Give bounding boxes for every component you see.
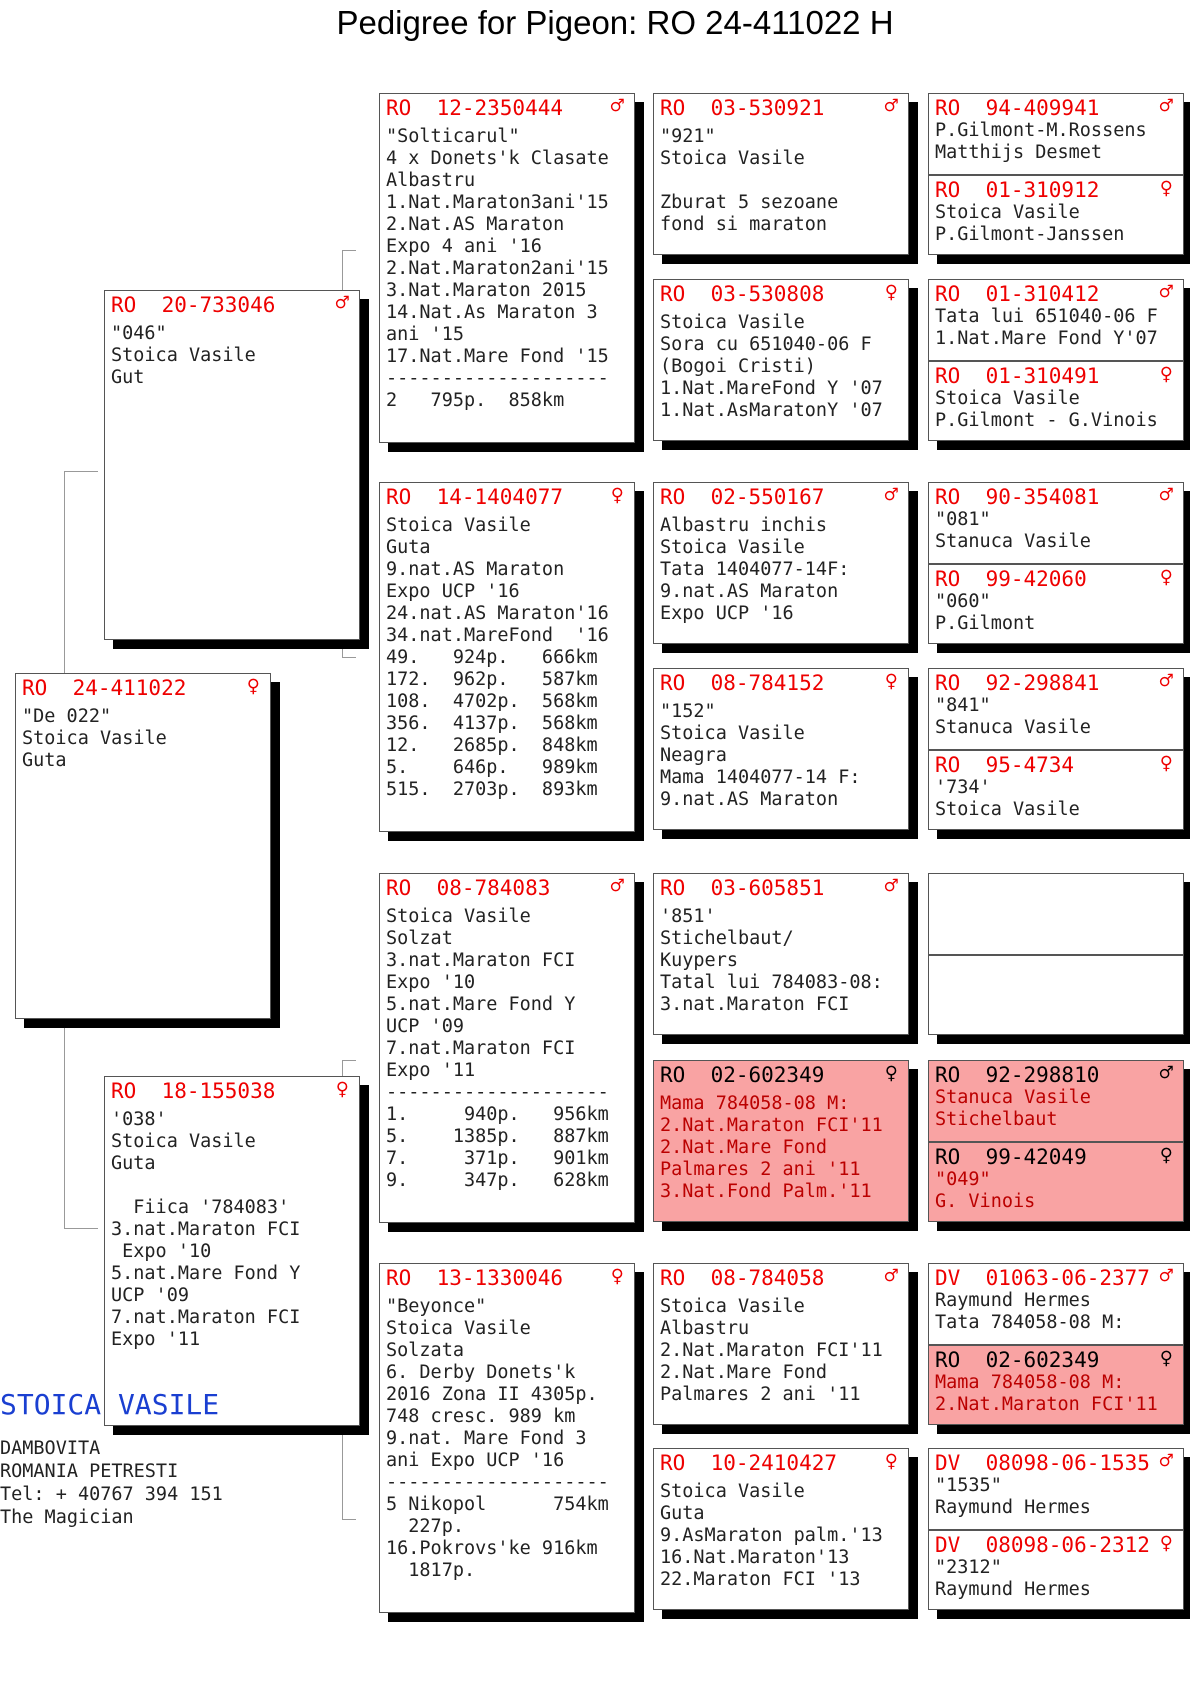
card-line: 2.Nat.AS Maraton (386, 214, 565, 235)
ring-number: RO 92-298810 (935, 1063, 1100, 1087)
card-line: Stoica Vasile (660, 1481, 805, 1502)
card-lines (654, 906, 908, 1016)
male-icon: ♂ (884, 874, 898, 899)
ring-number: RO 08-784152 (660, 671, 825, 695)
card-lines (380, 1296, 634, 1582)
ring-number: DV 01063-06-2377 (935, 1266, 1150, 1290)
card-line: Sora cu 651040-06 F (660, 334, 872, 355)
card-line: Stoica Vasile (111, 345, 256, 366)
card-line: Mama 784058-08 M: (660, 1093, 850, 1114)
card-line: 2.Nat.Mare Fond (660, 1137, 828, 1158)
card-line: 1.Nat.MareFond Y '07 (660, 378, 883, 399)
female-icon: ♀ (884, 280, 898, 305)
ring-number: RO 13-1330046 (386, 1266, 564, 1290)
card-lines (929, 306, 1183, 350)
male-icon: ♂ (1159, 94, 1173, 119)
card-lines (654, 1296, 908, 1406)
card-line: 748 cresc. 989 km (386, 1406, 576, 1427)
grandparent-card (379, 482, 635, 832)
ring-number: RO 99-42049 (935, 1145, 1087, 1169)
ring-number: RO 03-530808 (660, 282, 825, 306)
card-line: Stichelbaut (935, 1109, 1058, 1130)
card-line: Stoica Vasile (935, 202, 1080, 223)
card-line: Expo UCP '16 (660, 603, 794, 624)
card-line: '038' (111, 1109, 167, 1130)
grandparent-card (379, 1263, 635, 1613)
card-line: Raymund Hermes (935, 1579, 1091, 1600)
card-line: Expo UCP '16 (386, 581, 520, 602)
card-line: ani Expo UCP '16 (386, 1450, 565, 1471)
card-line: 356. 4137p. 568km (386, 713, 598, 734)
great-grandparent-pair-highlighted (928, 1060, 1184, 1222)
ancestor-card (653, 668, 909, 830)
card-line: fond si maraton (660, 214, 828, 235)
card-line: 24.nat.AS Maraton'16 (386, 603, 609, 624)
card-line: "Beyonce" (386, 1296, 487, 1317)
card-line: Expo 4 ani '16 (386, 236, 542, 257)
ring-number: RO 03-530921 (660, 96, 825, 120)
card-line: Stoica Vasile (386, 906, 531, 927)
card-lines (929, 1087, 1183, 1131)
ring-number: RO 92-298841 (935, 671, 1100, 695)
female-icon: ♀ (1159, 565, 1173, 590)
card-line: Zburat 5 sezoane (660, 192, 839, 213)
female-icon: ♀ (884, 669, 898, 694)
card-line: Stanuca Vasile (935, 531, 1091, 552)
card-line: 5.nat.Mare Fond Y (111, 1263, 301, 1284)
ring-number: RO 20-733046 (111, 293, 276, 317)
card-line: Raymund Hermes (935, 1290, 1091, 1311)
card-line: "046" (111, 323, 167, 344)
card-line: P.Gilmont - G.Vinois (935, 410, 1158, 431)
card-lines (380, 126, 634, 412)
card-line: UCP '09 (111, 1285, 189, 1306)
ring-number: RO 10-2410427 (660, 1451, 838, 1475)
owner-phone: Tel: + 40767 394 151 (0, 1484, 223, 1505)
card-line: 108. 4702p. 568km (386, 691, 598, 712)
female-icon: ♀ (1159, 1346, 1173, 1371)
card-line: Stoica Vasile (111, 1131, 256, 1152)
card-line: 9.AsMaraton palm.'13 (660, 1525, 883, 1546)
card-lines (654, 1481, 908, 1591)
great-grandparent-pair (928, 668, 1184, 830)
card-line: G. Vinois (935, 1191, 1036, 1212)
card-line: "De 022" (22, 706, 112, 727)
card-line: 2.Nat.Mare Fond (660, 1362, 828, 1383)
card-lines (929, 591, 1183, 635)
card-line: Tata 784058-08 M: (935, 1312, 1125, 1333)
card-line: 1817p. (386, 1560, 476, 1581)
card-line: 16.Pokrovs'ke 916km (386, 1538, 598, 1559)
male-icon: ♂ (884, 483, 898, 508)
female-icon: ♀ (1159, 176, 1173, 201)
card-line: ani '15 (386, 324, 464, 345)
ring-number: RO 95-4734 (935, 753, 1075, 777)
card-line: 2.Nat.Maraton FCI'11 (935, 1394, 1158, 1415)
ancestor-card (653, 1263, 909, 1425)
card-lines (380, 515, 634, 801)
card-line: Kuypers (660, 950, 738, 971)
great-grandparent-pair (928, 1263, 1184, 1425)
card-lines (929, 695, 1183, 739)
great-grandparent-pair (928, 93, 1184, 255)
card-line: Guta (22, 750, 67, 771)
card-line: "081" (935, 509, 991, 530)
ancestor-card (653, 873, 909, 1035)
card-line: 3.nat.Maraton FCI (111, 1219, 301, 1240)
card-lines (16, 706, 270, 772)
card-line (654, 170, 908, 192)
card-line: 2016 Zona II 4305p. (386, 1384, 598, 1405)
owner-location: ROMANIA PETRESTI (0, 1461, 179, 1482)
card-line: Solzat (386, 928, 453, 949)
card-line: Raymund Hermes (935, 1497, 1091, 1518)
female-icon: ♀ (1159, 1531, 1173, 1556)
ring-number: RO 01-310412 (935, 282, 1100, 306)
card-line: -------------------- (386, 368, 609, 389)
female-icon: ♀ (1159, 1143, 1173, 1168)
great-grandparent-pair (928, 1448, 1184, 1610)
card-line: UCP '09 (386, 1016, 464, 1037)
card-line: 1.Nat.AsMaratonY '07 (660, 400, 883, 421)
card-lines (929, 1372, 1183, 1416)
card-line: Tata lui 651040-06 F (935, 306, 1158, 327)
card-line: 16.Nat.Maraton'13 (660, 1547, 850, 1568)
male-icon: ♂ (1159, 280, 1173, 305)
card-line: 9.nat. Mare Fond 3 (386, 1428, 587, 1449)
card-line: Expo '11 (386, 1060, 476, 1081)
female-icon: ♀ (1159, 751, 1173, 776)
page-title: Pedigree for Pigeon: RO 24-411022 H (336, 4, 894, 41)
card-lines (929, 509, 1183, 553)
card-line: Palmares 2 ani '11 (660, 1159, 861, 1180)
card-line: -------------------- (386, 1082, 609, 1103)
dam-card (104, 1076, 360, 1426)
card-line: (Bogoi Cristi) (660, 356, 816, 377)
sire-card (104, 290, 360, 640)
female-icon: ♀ (884, 1449, 898, 1474)
card-line: Stoica Vasile (660, 1296, 805, 1317)
ring-number: RO 90-354081 (935, 485, 1100, 509)
ancestor-card (653, 93, 909, 255)
card-line: Tata 1404077-14F: (660, 559, 850, 580)
card-line: 12. 2685p. 848km (386, 735, 598, 756)
card-line: Guta (386, 537, 431, 558)
card-line (105, 1175, 359, 1197)
ancestor-card (653, 1448, 909, 1610)
male-icon: ♂ (1159, 1264, 1173, 1289)
card-line: Mama 1404077-14 F: (660, 767, 861, 788)
ring-number: RO 18-155038 (111, 1079, 276, 1103)
card-line: Guta (660, 1503, 705, 1524)
card-line: Gut (111, 367, 145, 388)
card-line: Solzata (386, 1340, 464, 1361)
card-line: 5. 646p. 989km (386, 757, 598, 778)
ring-number: RO 94-409941 (935, 96, 1100, 120)
grandparent-card (379, 93, 635, 443)
card-lines (654, 701, 908, 811)
card-line: P.Gilmont-Janssen (935, 224, 1125, 245)
female-icon: ♀ (884, 1061, 898, 1086)
male-icon: ♂ (884, 94, 898, 119)
card-line: Stoica Vasile (935, 799, 1080, 820)
ring-number: RO 02-602349 (935, 1348, 1100, 1372)
card-line: 7. 371p. 901km (386, 1148, 609, 1169)
connector-line (64, 471, 98, 681)
card-line: Stichelbaut/ (660, 928, 794, 949)
card-line: "152" (660, 701, 716, 722)
card-line: 9.nat.AS Maraton (386, 559, 565, 580)
card-line: Stoica Vasile (660, 148, 805, 169)
card-lines (654, 515, 908, 625)
card-line: Fiica '784083' (111, 1197, 290, 1218)
great-grandparent-pair-empty (928, 873, 1184, 1035)
card-line: Stoica Vasile (660, 537, 805, 558)
card-line: "Solticarul" (386, 126, 520, 147)
card-line: P.Gilmont-M.Rossens (935, 120, 1147, 141)
owner-nickname: The Magician (0, 1507, 134, 1528)
card-line: 7.nat.Maraton FCI (111, 1307, 301, 1328)
card-line: "2312" (935, 1557, 1002, 1578)
ring-number: DV 08098-06-2312 (935, 1533, 1150, 1557)
card-line: 6. Derby Donets'k (386, 1362, 576, 1383)
card-lines (929, 1475, 1183, 1519)
card-line: Albastru (660, 1318, 750, 1339)
card-line: P.Gilmont (935, 613, 1036, 634)
card-line: 9.nat.AS Maraton (660, 789, 839, 810)
female-icon: ♀ (610, 1264, 624, 1289)
male-icon: ♂ (335, 291, 349, 316)
card-line: Albastru (386, 170, 476, 191)
female-icon: ♀ (1159, 362, 1173, 387)
card-line: 227p. (386, 1516, 464, 1537)
female-icon: ♀ (246, 674, 260, 699)
card-line: Matthijs Desmet (935, 142, 1103, 163)
card-lines (929, 1169, 1183, 1213)
card-line: 1.Nat.Maraton3ani'15 (386, 192, 609, 213)
ring-number: RO 14-1404077 (386, 485, 564, 509)
card-lines (929, 388, 1183, 432)
card-line: Palmares 2 ani '11 (660, 1384, 861, 1405)
ring-number: RO 01-310491 (935, 364, 1100, 388)
subject-card (15, 673, 271, 1019)
card-line: Stanuca Vasile (935, 1087, 1091, 1108)
card-line: 14.Nat.As Maraton 3 (386, 302, 598, 323)
card-lines (929, 120, 1183, 164)
female-icon: ♀ (335, 1077, 349, 1102)
male-icon: ♂ (884, 1264, 898, 1289)
card-line: 172. 962p. 587km (386, 669, 598, 690)
card-line: Stoica Vasile (660, 723, 805, 744)
card-lines (929, 1290, 1183, 1334)
card-lines (654, 126, 908, 236)
card-lines (929, 202, 1183, 246)
male-icon: ♂ (1159, 669, 1173, 694)
card-line: Stoica Vasile (935, 388, 1080, 409)
card-line: 3.nat.Maraton FCI (660, 994, 850, 1015)
card-line: 3.Nat.Fond Palm.'11 (660, 1181, 872, 1202)
ring-number: RO 02-602349 (660, 1063, 825, 1087)
card-line: 3.nat.Maraton FCI (386, 950, 576, 971)
great-grandparent-pair (928, 279, 1184, 441)
card-line: Expo '10 (386, 972, 476, 993)
ring-number: RO 24-411022 (22, 676, 187, 700)
card-line: Guta (111, 1153, 156, 1174)
card-line: Neagra (660, 745, 727, 766)
card-line: 5 Nikopol 754km (386, 1494, 609, 1515)
card-line: Tatal lui 784083-08: (660, 972, 883, 993)
card-lines (105, 1109, 359, 1351)
card-line: 49. 924p. 666km (386, 647, 598, 668)
male-icon: ♂ (610, 874, 624, 899)
card-line: "841" (935, 695, 991, 716)
card-line: 2.Nat.Maraton FCI'11 (660, 1115, 883, 1136)
card-line: '734' (935, 777, 991, 798)
card-line: Albastru inchis (660, 515, 828, 536)
card-line: Stoica Vasile (386, 1318, 531, 1339)
owner-county: DAMBOVITA (0, 1438, 101, 1459)
owner-name: STOICA VASILE (0, 1388, 220, 1421)
card-line: 9. 347p. 628km (386, 1170, 609, 1191)
ancestor-card (653, 279, 909, 441)
card-line: Stoica Vasile (386, 515, 531, 536)
ancestor-card-highlighted (653, 1060, 909, 1222)
card-line: 17.Nat.Mare Fond '15 (386, 346, 609, 367)
female-icon: ♀ (610, 483, 624, 508)
card-lines (105, 323, 359, 389)
ring-number: RO 12-2350444 (386, 96, 564, 120)
card-lines (380, 906, 634, 1192)
great-grandparent-pair (928, 482, 1184, 644)
card-line: "921" (660, 126, 716, 147)
ring-number: RO 99-42060 (935, 567, 1087, 591)
card-line: Mama 784058-08 M: (935, 1372, 1125, 1393)
card-line: Expo '10 (111, 1241, 212, 1262)
card-line: Stanuca Vasile (935, 717, 1091, 738)
card-line: 515. 2703p. 893km (386, 779, 598, 800)
ring-number: RO 08-784083 (386, 876, 551, 900)
card-line: Stoica Vasile (22, 728, 167, 749)
card-line: "1535" (935, 1475, 1002, 1496)
card-line: 7.nat.Maraton FCI (386, 1038, 576, 1059)
card-line: "049" (935, 1169, 991, 1190)
male-icon: ♂ (1159, 1449, 1173, 1474)
grandparent-card (379, 873, 635, 1223)
card-line: 5. 1385p. 887km (386, 1126, 609, 1147)
card-line: 9.nat.AS Maraton (660, 581, 839, 602)
card-line: 22.Maraton FCI '13 (660, 1569, 861, 1590)
card-line: 4 x Donets'k Clasate (386, 148, 609, 169)
ring-number: RO 08-784058 (660, 1266, 825, 1290)
card-line: 5.nat.Mare Fond Y (386, 994, 576, 1015)
male-icon: ♂ (1159, 483, 1173, 508)
card-lines (654, 1093, 908, 1203)
card-line: 3.Nat.Maraton 2015 (386, 280, 587, 301)
ancestor-card (653, 482, 909, 644)
card-lines (929, 777, 1183, 821)
male-icon: ♂ (1159, 1061, 1173, 1086)
card-line: 2.Nat.Maraton FCI'11 (660, 1340, 883, 1361)
card-line: 2 795p. 858km (386, 390, 565, 411)
card-line: Expo '11 (111, 1329, 201, 1350)
card-line: 34.nat.MareFond '16 (386, 625, 609, 646)
card-line: '851' (660, 906, 716, 927)
card-lines (929, 1557, 1183, 1601)
card-lines (654, 312, 908, 422)
ring-number: RO 01-310912 (935, 178, 1100, 202)
card-line: 1. 940p. 956km (386, 1104, 609, 1125)
card-line: -------------------- (386, 1472, 609, 1493)
ring-number: DV 08098-06-1535 (935, 1451, 1150, 1475)
card-line: Stoica Vasile (660, 312, 805, 333)
ring-number: RO 03-605851 (660, 876, 825, 900)
card-line: "060" (935, 591, 991, 612)
male-icon: ♂ (610, 94, 624, 119)
connector-line (64, 1023, 98, 1229)
card-line: 2.Nat.Maraton2ani'15 (386, 258, 609, 279)
ring-number: RO 02-550167 (660, 485, 825, 509)
card-line: 1.Nat.Mare Fond Y'07 (935, 328, 1158, 349)
